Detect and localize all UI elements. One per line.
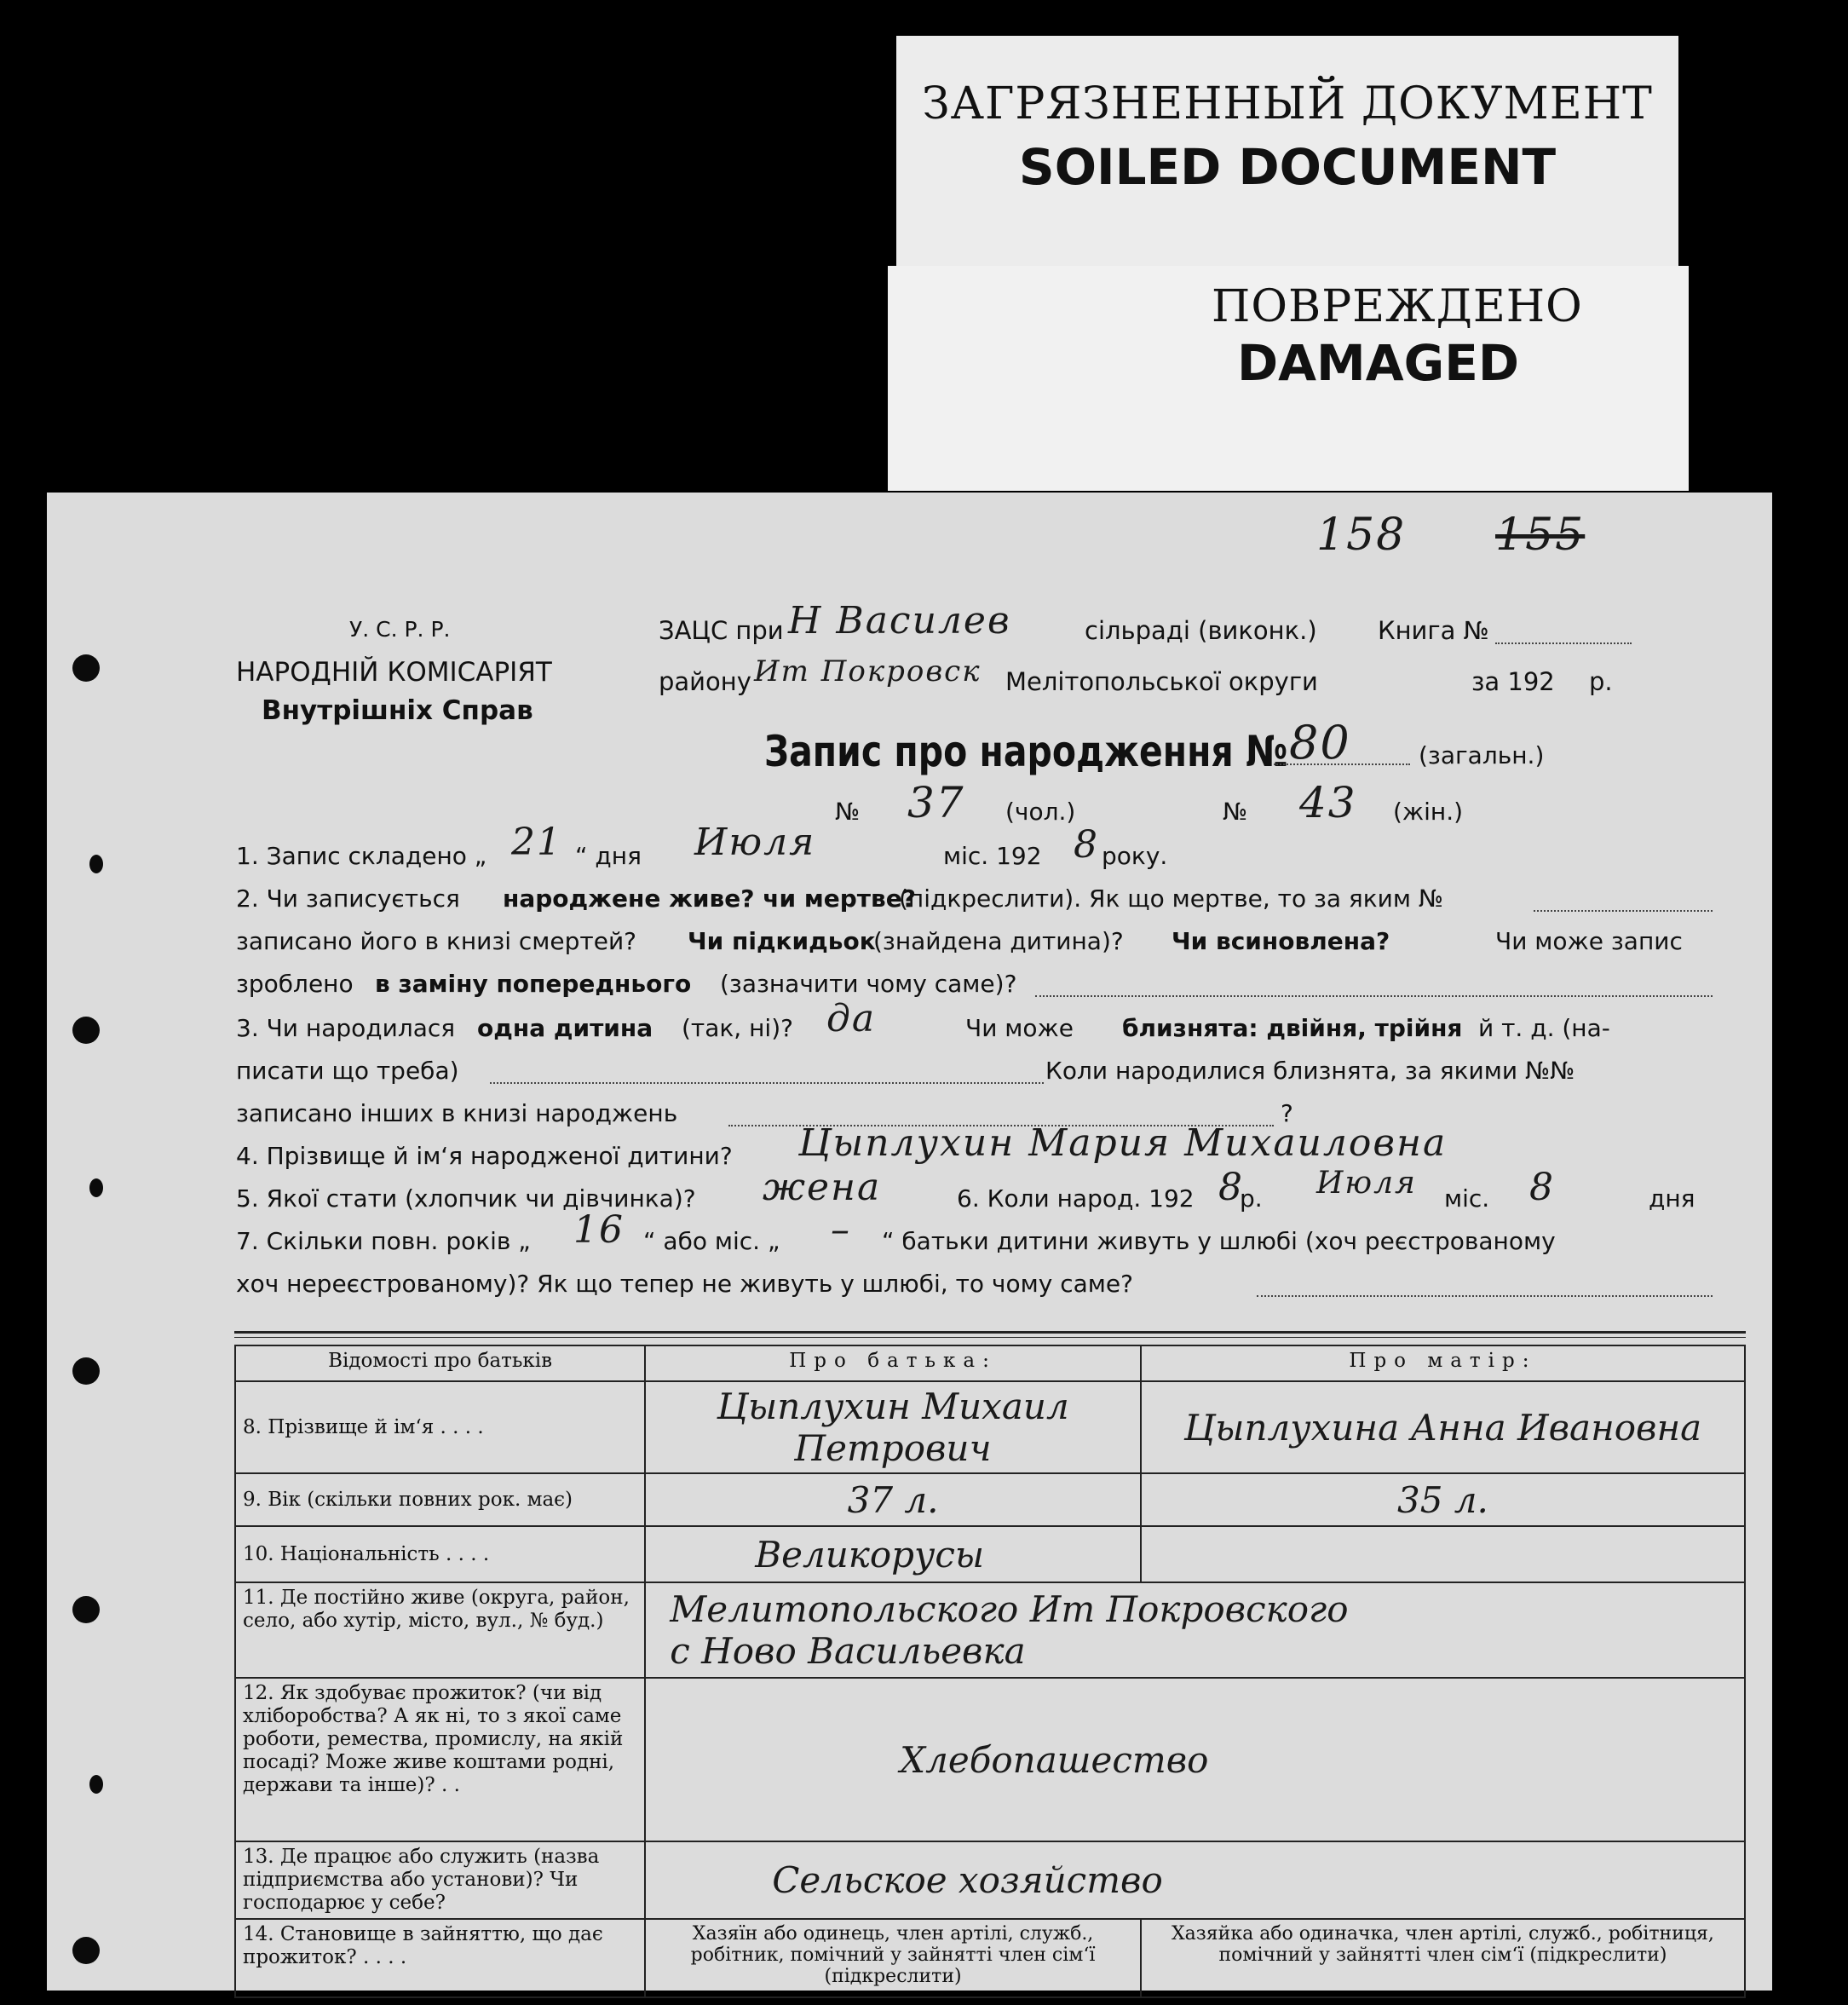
q3-text6: Коли народилися близнята, за якими №№	[1045, 1057, 1575, 1085]
nationality: Великорусы	[755, 1533, 985, 1576]
record-title: Запис про народження №	[764, 727, 1288, 776]
header-ussr: У. С. Р. Р.	[349, 617, 451, 642]
q7-months-label: “ або міс. „	[643, 1227, 780, 1255]
row-question: 12. Як здобуває прожиток? (чи від хліборобства? А як ні, то з якої саме роботи, ремества, промислу, на якій посаді? Може живе коштами родні, держави та інше)? . .	[235, 1678, 645, 1841]
district-value: Ит Покровск	[754, 654, 982, 688]
soiled-document-sticker	[896, 36, 1678, 274]
q7-text2: хоч нереєстрованому)? Як що тепер не живуть у шлюбі, то чому саме?	[236, 1270, 1133, 1298]
table-row	[235, 1919, 1745, 1997]
damaged-label-ru: ПОВРЕЖДЕНО	[1212, 281, 1583, 332]
row-question: 9. Вік (скільки повних рок. має)	[235, 1473, 645, 1526]
q3-line	[490, 1082, 1044, 1084]
row-question: 11. Де постійно живе (округа, район, село, або хутір, місто, вул., № буд.)	[235, 1582, 645, 1678]
row-mother	[1141, 1381, 1745, 1473]
table-row	[235, 1381, 1745, 1473]
q6-month: Июля	[1316, 1166, 1417, 1201]
q4-label: 4. Прізвище й ім‘я народженої дитини?	[236, 1142, 733, 1170]
table-row	[235, 1678, 1745, 1841]
father-age: 37 л.	[847, 1478, 939, 1521]
q3-qmark: ?	[1281, 1099, 1293, 1127]
row-mother	[1141, 1526, 1745, 1582]
zags-value: Н Василев	[788, 599, 1011, 642]
header-commissariat: НАРОДНІЙ КОМІСАРІЯТ	[236, 657, 552, 688]
q2-text: 2. Чи записується	[236, 884, 460, 913]
q2-text4: (знайдена дитина)?	[873, 927, 1124, 955]
q3-text5: писати що треба)	[236, 1057, 459, 1085]
q2-text3: записано його в книзі смертей?	[236, 927, 637, 955]
q7-years: 16	[573, 1208, 625, 1252]
q6-year: 8	[1218, 1166, 1244, 1209]
row-question: 10. Національність . . . .	[235, 1526, 645, 1582]
zags-suffix: сільраді (виконк.)	[1085, 616, 1317, 645]
row-father	[645, 1473, 1141, 1526]
row-father	[645, 1526, 1141, 1582]
q2-replacement: в заміну попереднього	[375, 970, 692, 998]
q1-year-suffix: року.	[1102, 842, 1168, 870]
mother-occupation-status: Хазяйка або одиначка, член артілі, служб., робітниця, помічний у зайнятті член сім‘ї (підкреслити)	[1141, 1919, 1745, 1997]
q5-answer: жена	[763, 1166, 882, 1209]
q2-text6: зроблено	[236, 970, 354, 998]
punch-hole	[89, 1775, 103, 1794]
table-rule	[234, 1331, 1746, 1334]
district-suffix: Мелітопольської округи	[1005, 667, 1318, 696]
punch-hole	[72, 1357, 100, 1385]
q1-day: 21	[511, 821, 562, 864]
table-rule	[234, 1337, 1746, 1338]
q6-label: 6. Коли народ. 192	[957, 1184, 1195, 1213]
punch-hole	[72, 1937, 100, 1964]
year-label: за 192	[1471, 667, 1555, 696]
q2-text5: Чи може запис	[1495, 927, 1683, 955]
q3-single: одна дитина	[477, 1014, 653, 1042]
punch-hole	[72, 1017, 100, 1044]
residence-line1: Мелитопольского Ит Покровского	[670, 1588, 1349, 1630]
district-prefix: району	[659, 667, 751, 696]
soiled-label-en: SOILED DOCUMENT	[1018, 138, 1557, 196]
q3-text: 3. Чи народилася	[236, 1014, 456, 1042]
damaged-sticker	[888, 266, 1689, 491]
book-label: Книга №	[1378, 616, 1489, 645]
q3-text3: Чи може	[965, 1014, 1074, 1042]
book-number-line	[1495, 642, 1632, 644]
table-row	[235, 1473, 1745, 1526]
father-occupation-status: Хазяїн або одинець, член артілі, служб., робітник, помічний у зайнятті член сім‘ї (підкреслити)	[645, 1919, 1141, 1997]
q6-day: 8	[1529, 1166, 1555, 1209]
page-number: 158	[1316, 510, 1407, 561]
record-general: (загальн.)	[1419, 741, 1545, 769]
q7-months: –	[831, 1208, 851, 1252]
record-number: 80	[1289, 716, 1351, 769]
q2-line	[1534, 910, 1713, 912]
female-suffix: (жін.)	[1393, 798, 1464, 826]
q4-answer: Цыплухин Мария Михаиловна	[798, 1121, 1448, 1165]
q1-day-label: “ дня	[575, 842, 642, 870]
q5-label: 5. Якої стати (хлопчик чи дівчинка)?	[236, 1184, 696, 1213]
q1-label: 1. Запис складено „	[236, 842, 487, 870]
q2-adopted: Чи всиновлена?	[1172, 927, 1390, 955]
q2-foundling: Чи підкидьок	[688, 927, 876, 955]
row-mother	[1141, 1473, 1745, 1526]
male-number: 37	[907, 778, 965, 827]
table-header-mother: Про матір:	[1141, 1345, 1745, 1381]
year-suffix: р.	[1589, 667, 1613, 696]
row-work	[645, 1841, 1745, 1919]
q1-year: 8	[1074, 823, 1099, 867]
punch-hole	[72, 654, 100, 682]
row-question: 14. Становище в зайняттю, що дає прожиток? . . . .	[235, 1919, 645, 1997]
row-residence	[645, 1582, 1745, 1678]
q2-text2: (підкреслити). Як що мертве, то за яким №	[899, 884, 1444, 913]
birth-record-form	[47, 493, 1772, 1991]
male-label: №	[835, 798, 861, 826]
q7-text: “ батьки дитини живуть у шлюбі (хоч реєстрованому	[882, 1227, 1556, 1255]
row-question: 13. Де працює або служить (назва підприємства або установи)? Чи господарює у себе?	[235, 1841, 645, 1919]
workplace: Сельское хозяйство	[772, 1859, 1163, 1901]
q3-answer: да	[826, 997, 877, 1040]
q7-label: 7. Скільки повн. років „	[236, 1227, 531, 1255]
q6-year-suffix: р.	[1240, 1184, 1263, 1213]
table-row	[235, 1526, 1745, 1582]
q3-twins: близнята: двійня, трійня	[1122, 1014, 1463, 1042]
soiled-label-ru: ЗАГРЯЗНЕННЫЙ ДОКУМЕНТ	[922, 78, 1653, 130]
income-source: Хлебопашество	[900, 1738, 1209, 1781]
row-father	[645, 1381, 1141, 1473]
q7-line	[1257, 1295, 1713, 1297]
father-name: Цыплухин Михаил Петрович	[717, 1386, 1069, 1469]
q3-text7: записано інших в книзі народжень	[236, 1099, 678, 1127]
header-internal-affairs: Внутрішніх Справ	[262, 695, 533, 726]
record-number-line	[1274, 763, 1410, 765]
table-row	[235, 1841, 1745, 1919]
male-suffix: (чол.)	[1005, 798, 1076, 826]
q3-text2: (так, ні)?	[682, 1014, 793, 1042]
q3-text4: й т. д. (на-	[1478, 1014, 1610, 1042]
table-header: Відомості про батьків	[235, 1345, 645, 1381]
female-label: №	[1223, 798, 1248, 826]
female-number: 43	[1299, 778, 1357, 827]
mother-age: 35 л.	[1396, 1478, 1488, 1521]
table-header-father: Про батька:	[645, 1345, 1141, 1381]
row-income	[645, 1678, 1745, 1841]
q2-bold: народжене живе? чи мертве?	[503, 884, 916, 913]
table-row	[235, 1582, 1745, 1678]
row-question: 8. Прізвище й ім‘я . . . .	[235, 1381, 645, 1473]
punch-hole	[89, 855, 103, 873]
mother-name: Цыплухина Анна Ивановна	[1183, 1406, 1702, 1449]
residence-line2: с Ново Васильевка	[670, 1630, 1026, 1672]
q6-month-label: міс.	[1444, 1184, 1490, 1213]
damaged-label-en: DAMAGED	[1237, 334, 1520, 392]
q6-day-label: дня	[1649, 1184, 1695, 1213]
punch-hole	[89, 1178, 103, 1197]
q1-year-prefix: міс. 192	[943, 842, 1042, 870]
parents-table	[234, 1345, 1746, 1998]
q1-month: Июля	[694, 821, 816, 864]
zags-prefix: ЗАЦС при	[659, 616, 784, 645]
q2-line2	[1035, 995, 1713, 997]
punch-hole	[72, 1596, 100, 1623]
page-number-crossed: 155	[1495, 510, 1586, 561]
q2-text7: (зазначити чому саме)?	[720, 970, 1017, 998]
